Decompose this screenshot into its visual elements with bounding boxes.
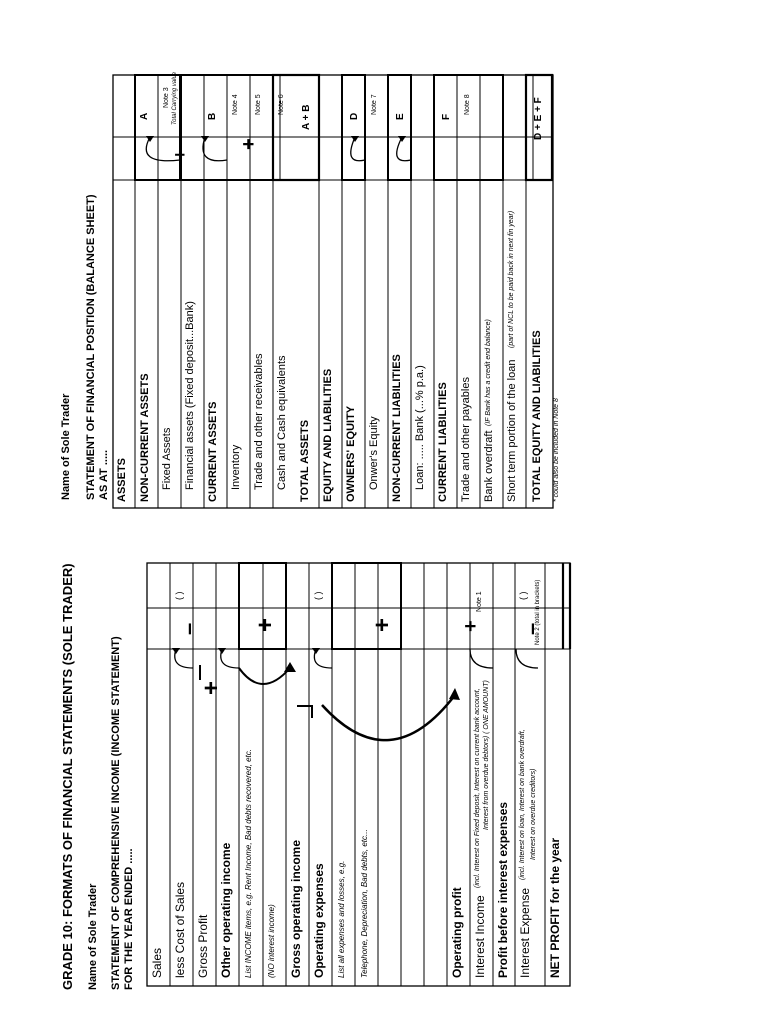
row-bank-overdraft: Bank overdraft <box>483 430 495 502</box>
income-statement-year: FOR THE YEAR ENDED ..... <box>123 848 135 990</box>
row-current-liabilities: CURRENT LIABILITIES <box>437 382 449 502</box>
minus-sign: – <box>176 622 201 635</box>
row-loan: Loan: ..... Bank (...% p.a.) <box>414 365 426 490</box>
row-interest-income-note2: Interest from overdue debtors) ( ONE AMOUNT) <box>483 680 490 830</box>
row-interest-expense: Interest Expense <box>518 887 532 978</box>
row-trade-payables: Trade and other payables <box>460 377 472 502</box>
row-current-assets: CURRENT ASSETS <box>207 401 219 502</box>
minus-sign: – <box>519 622 544 635</box>
row-expense-examples: Telephone, Depreciation, Bad debts, etc... <box>360 829 369 978</box>
row-total-assets: TOTAL ASSETS <box>299 419 311 502</box>
row-gross-operating-income: Gross operating income <box>289 839 303 978</box>
row-non-current-liabilities: NON-CURRENT LIABILITIES <box>391 354 403 502</box>
row-sales: Sales <box>150 947 164 978</box>
row-no-interest: (NO interest income) <box>267 904 276 978</box>
row-interest-income-note1: (incl. Interest on Fixed deposit, Interest on current bank account, <box>474 688 481 888</box>
note-3-total-carrying-value: Total Carrying value <box>172 71 178 125</box>
balance-sheet-title: STATEMENT OF FINANCIAL POSITION (BALANCE SHEET) <box>85 194 97 500</box>
note-8: Note 8 <box>464 94 471 115</box>
row-bank-overdraft-note: (IF Bank has a credit end balance) <box>485 319 492 426</box>
row-total-equity-liabilities: TOTAL EQUITY AND LIABILITIES <box>531 330 543 502</box>
mark-f: F <box>441 113 452 120</box>
note-1: Note 1 <box>476 591 483 612</box>
row-interest-expense-note1: (incl. Interest on loan, Interest on bank overdraft, <box>519 729 526 880</box>
row-interest-income: Interest Income <box>473 895 487 978</box>
total-d-e-f: D + E + F <box>533 97 544 140</box>
page-heading: GRADE 10: FORMATS OF FINANCIAL STATEMENTS (SOLE TRADER) <box>60 563 75 990</box>
row-owners-equity: OWNERS' EQUITY <box>345 405 357 502</box>
row-list-expenses: List all expenses and losses, e.g. <box>337 860 346 978</box>
note-7: Note 7 <box>371 94 378 115</box>
bracket-operating-expenses: ( ) <box>313 591 323 600</box>
row-inventory: Inventory <box>230 444 242 490</box>
mark-b: B <box>207 112 218 120</box>
note-5: Note 5 <box>255 94 262 115</box>
bracket-cost-of-sales: ( ) <box>174 591 184 600</box>
name-of-sole-trader-right: Name of Sole Trader <box>60 393 72 500</box>
plus-sign: + <box>198 680 225 695</box>
note-6: Note 6 <box>278 94 285 115</box>
row-onwers-equity: Onwer's Equity <box>368 416 380 490</box>
row-financial-assets: Financial assets (Fixed deposit...Bank) <box>184 301 196 490</box>
balance-sheet-as-at: AS AT ..... <box>98 449 110 500</box>
row-other-operating-income: Other operating income <box>219 842 233 978</box>
footnote: * could also be included in Note 8 <box>553 398 560 502</box>
note-3: Note 3 <box>163 87 170 108</box>
row-non-current-assets: NON-CURRENT ASSETS <box>139 373 151 502</box>
note-2: Note 2 (total in brackets) <box>535 579 541 645</box>
row-interest-expense-note2: Interest on overdue creditors) <box>530 768 537 860</box>
row-profit-before-interest: Profit before interest expenses <box>496 801 510 978</box>
row-cost-of-sales: less Cost of Sales <box>173 881 187 978</box>
plus-sign: + <box>252 617 279 632</box>
row-fixed-assets: Fixed Assets <box>161 427 173 490</box>
plus-sign: + <box>238 138 260 150</box>
row-other-income-note: List INCOME items, e.g. Rent Income, Bad debts recovered, etc. <box>244 749 253 978</box>
plus-sign: + <box>170 149 190 160</box>
mark-d: D <box>349 112 360 120</box>
mark-a: A <box>139 112 150 120</box>
row-short-term-loan-note: (part of NCL to be paid back in next fin year) <box>508 210 515 348</box>
mark-e: E <box>395 113 406 120</box>
name-of-sole-trader: Name of Sole Trader <box>87 883 99 990</box>
row-cash-equivalents: Cash and Cash equivalents <box>276 355 288 490</box>
row-assets: ASSETS <box>116 457 128 502</box>
row-operating-profit: Operating profit <box>450 887 464 978</box>
row-equity-and-liabilities: EQUITY AND LIABILITIES <box>322 368 334 502</box>
income-statement-title: STATEMENT OF COMPREHENSIVE INCOME (INCOME STATEMENT) <box>110 636 122 990</box>
row-gross-profit: Gross Profit <box>196 914 210 978</box>
row-short-term-loan: Short term portion of the loan <box>506 359 518 502</box>
plus-sign: + <box>369 617 396 632</box>
bracket-interest-expense: ( ) <box>518 591 528 600</box>
row-net-profit: NET PROFIT for the year <box>548 837 562 978</box>
row-operating-expenses: Operating expenses <box>312 863 326 978</box>
total-a-plus-b: A + B <box>301 104 312 130</box>
plus-sign: + <box>460 620 482 632</box>
row-trade-receivables: Trade and other receivables <box>253 353 265 490</box>
note-4: Note 4 <box>232 94 239 115</box>
